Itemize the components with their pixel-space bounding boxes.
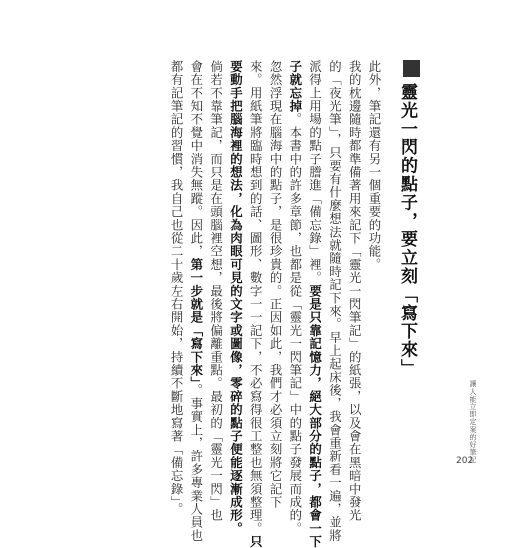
emphasis-text: 第一步就是「寫下來」: [188, 258, 204, 384]
body-text: 的「夜光筆」，只要有什麼想法就隨時記下來。早上起床後，我會重新看一遍，並將: [327, 60, 343, 543]
text-column: [186, 60, 206, 543]
vertical-text-block: [166, 60, 420, 548]
body-text: 。事實上，許多專業人員也: [188, 383, 204, 543]
body-text: 。本書中的許多章節，也都是從「靈光一閃筆記」中的點子發展而成的。: [287, 112, 303, 536]
body-text: 我的枕邊隨時都準備著用來記下「靈光一閃筆記」的紙張，以及會在黑暗中發光: [347, 60, 363, 522]
body-text: 此外，筆記還有另一個重要的功能。: [367, 60, 382, 272]
text-column: [344, 60, 364, 522]
body-text: 派得上用場的點子謄進「備忘錄」裡。: [307, 60, 323, 285]
text-column: [206, 60, 226, 522]
text-column: [305, 60, 325, 548]
text-column: [325, 60, 345, 543]
heading-text: 靈光一閃的點子，要立刻「寫下來」: [397, 83, 417, 378]
emphasis-text: 只: [248, 535, 264, 548]
text-column: [285, 60, 305, 536]
text-column: [265, 60, 285, 509]
emphasis-text: 要是只靠記憶力，絕大部分的點子，都會一下: [307, 284, 323, 548]
text-column: [364, 60, 384, 271]
text-column: [166, 60, 186, 516]
section-heading: [394, 60, 420, 377]
body-text: 忽然浮現在腦海中的點子，是很珍貴的。正因如此，我們才必須立刻將它記下: [268, 60, 284, 509]
body-text: 倘若不靠筆記，而只是在頭腦裡空想，最後將偏離重點。最初的「靈光一閃」也: [208, 60, 224, 522]
text-column: [226, 60, 246, 536]
emphasis-text: 要動手把腦海裡的想法，化為肉眼可見的文字或圖像，零碎的點子便能逐漸成形。: [228, 60, 244, 536]
body-text: 來。用紙筆將臨時想到的話、圖形、數字一一記下，不必寫得很工整也無須整理。: [248, 60, 264, 536]
text-column: [245, 60, 265, 548]
heading-marker: [403, 60, 420, 77]
running-header: 讓人能立即定案的好筆記: [469, 380, 477, 464]
page-number: 202: [456, 456, 474, 466]
body-text: 會在不知不覺中消失無蹤。因此，: [188, 60, 204, 258]
emphasis-text: 子就忘掉: [287, 60, 303, 113]
body-text: 都有記筆記的習慣，我自己也從二十歲左右開始，持續不斷地寫著「備忘錄」。: [169, 60, 185, 516]
